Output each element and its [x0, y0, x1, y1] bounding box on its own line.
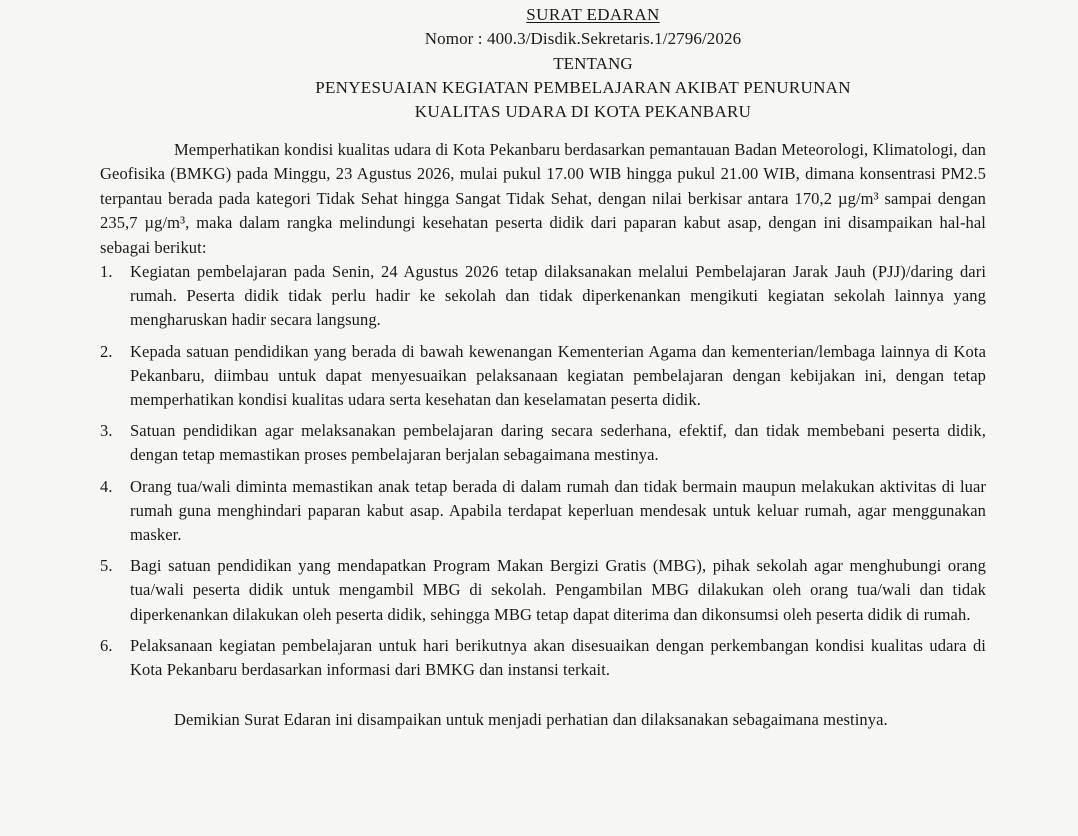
document-number: Nomor : 400.3/Disdik.Sekretaris.1/2796/2026	[424, 29, 742, 48]
list-item-text: Kepada satuan pendidikan yang berada di bawah kewenangan Kementerian Agama dan kementerian/lembaga lainnya di Kota Pekanbaru, diimbau untuk dapat menyesuaikan pelaksanaan kegiatan pembelajaran dengan kebijakan ini, dengan tetap memperhatikan kondisi kualitas udara serta kesehatan dan keselamatan peserta didik.	[130, 341, 986, 410]
list-item-number: 4.	[100, 476, 113, 496]
list-item-number: 5.	[100, 556, 113, 576]
list-item	[100, 634, 986, 682]
list-item-text: Pelaksanaan kegiatan pembelajaran untuk hari berikutnya akan disesuaikan dengan perkembangan kondisi kualitas udara di Kota Pekanbaru berdasarkan informasi dari BMKG dan instansi terkait.	[130, 635, 986, 680]
list-item	[100, 340, 986, 413]
instruction-list	[100, 260, 986, 682]
list-item	[100, 554, 986, 627]
list-item	[100, 419, 986, 467]
subject-line-1: PENYESUAIAN KEGIATAN PEMBELAJARAN AKIBAT PENURUNAN	[315, 78, 851, 97]
document-title: SURAT EDARAN	[526, 5, 660, 24]
list-item-text: Satuan pendidikan agar melaksanakan pembelajaran daring secara sederhana, efektif, dan tidak membebani peserta didik, dengan tetap memastikan proses pembelajaran berjalan sebagaimana mestinya.	[130, 421, 986, 465]
list-item-number: 1.	[100, 262, 113, 282]
list-item-text: Kegiatan pembelajaran pada Senin, 24 Agustus 2026 tetap dilaksanakan melalui Pembelajaran Jarak Jauh (PJJ)/daring dari rumah. Peserta didik tidak perlu hadir ke sekolah dan tidak diperkenankan mengikuti kegiatan sekolah lainnya yang mengharuskan hadir secara langsung.	[130, 262, 986, 330]
subject-line-2: KUALITAS UDARA DI KOTA PEKANBARU	[414, 102, 752, 121]
document-header	[100, 4, 986, 124]
list-item-text: Bagi satuan pendidikan yang mendapatkan Program Makan Bergizi Gratis (MBG), pihak sekolah agar menghubungi orang tua/wali peserta didik untuk mengambil MBG di sekolah. Pengambilan MBG dilakukan oleh orang tua/wali dan tidak diperkenankan dilakukan oleh peserta didik, sehingga MBG tetap dapat diterima dan dikonsumsi oleh peserta didik di rumah.	[130, 556, 986, 624]
list-item-number: 3.	[100, 421, 113, 441]
list-item	[100, 475, 986, 548]
list-item-number: 6.	[100, 635, 113, 655]
list-item-number: 2.	[100, 341, 113, 361]
list-item	[100, 260, 986, 333]
intro-paragraph: Memperhatikan kondisi kualitas udara di Kota Pekanbaru berdasarkan pemantauan Badan Meteorologi, Klimatologi, dan Geofisika (BMKG) pada Minggu, 23 Agustus 2026, mulai pukul 17.00 WIB hingga pukul 21.00 WIB, dimana konsentrasi PM2.5 terpantau berada pada kategori Tidak Sehat hingga Sangat Tidak Sehat, dengan nilai berkisar antara 170,2 µg/m³ sampai dengan 235,7 µg/m³, maka dalam rangka melindungi kesehatan peserta didik dari paparan kabut asap, dengan ini disampaikan hal-hal sebagai berikut:	[100, 140, 986, 257]
tentang-label: TENTANG	[553, 54, 633, 73]
list-item-text: Orang tua/wali diminta memastikan anak tetap berada di dalam rumah dan tidak bermain maupun melakukan aktivitas di luar rumah guna menghindari paparan kabut asap. Apabila terdapat keperluan mendesak untuk keluar rumah, agar menggunakan masker.	[130, 476, 986, 545]
closing-paragraph: Demikian Surat Edaran ini disampaikan untuk menjadi perhatian dan dilaksanakan sebagaimana mestinya.	[174, 710, 888, 730]
